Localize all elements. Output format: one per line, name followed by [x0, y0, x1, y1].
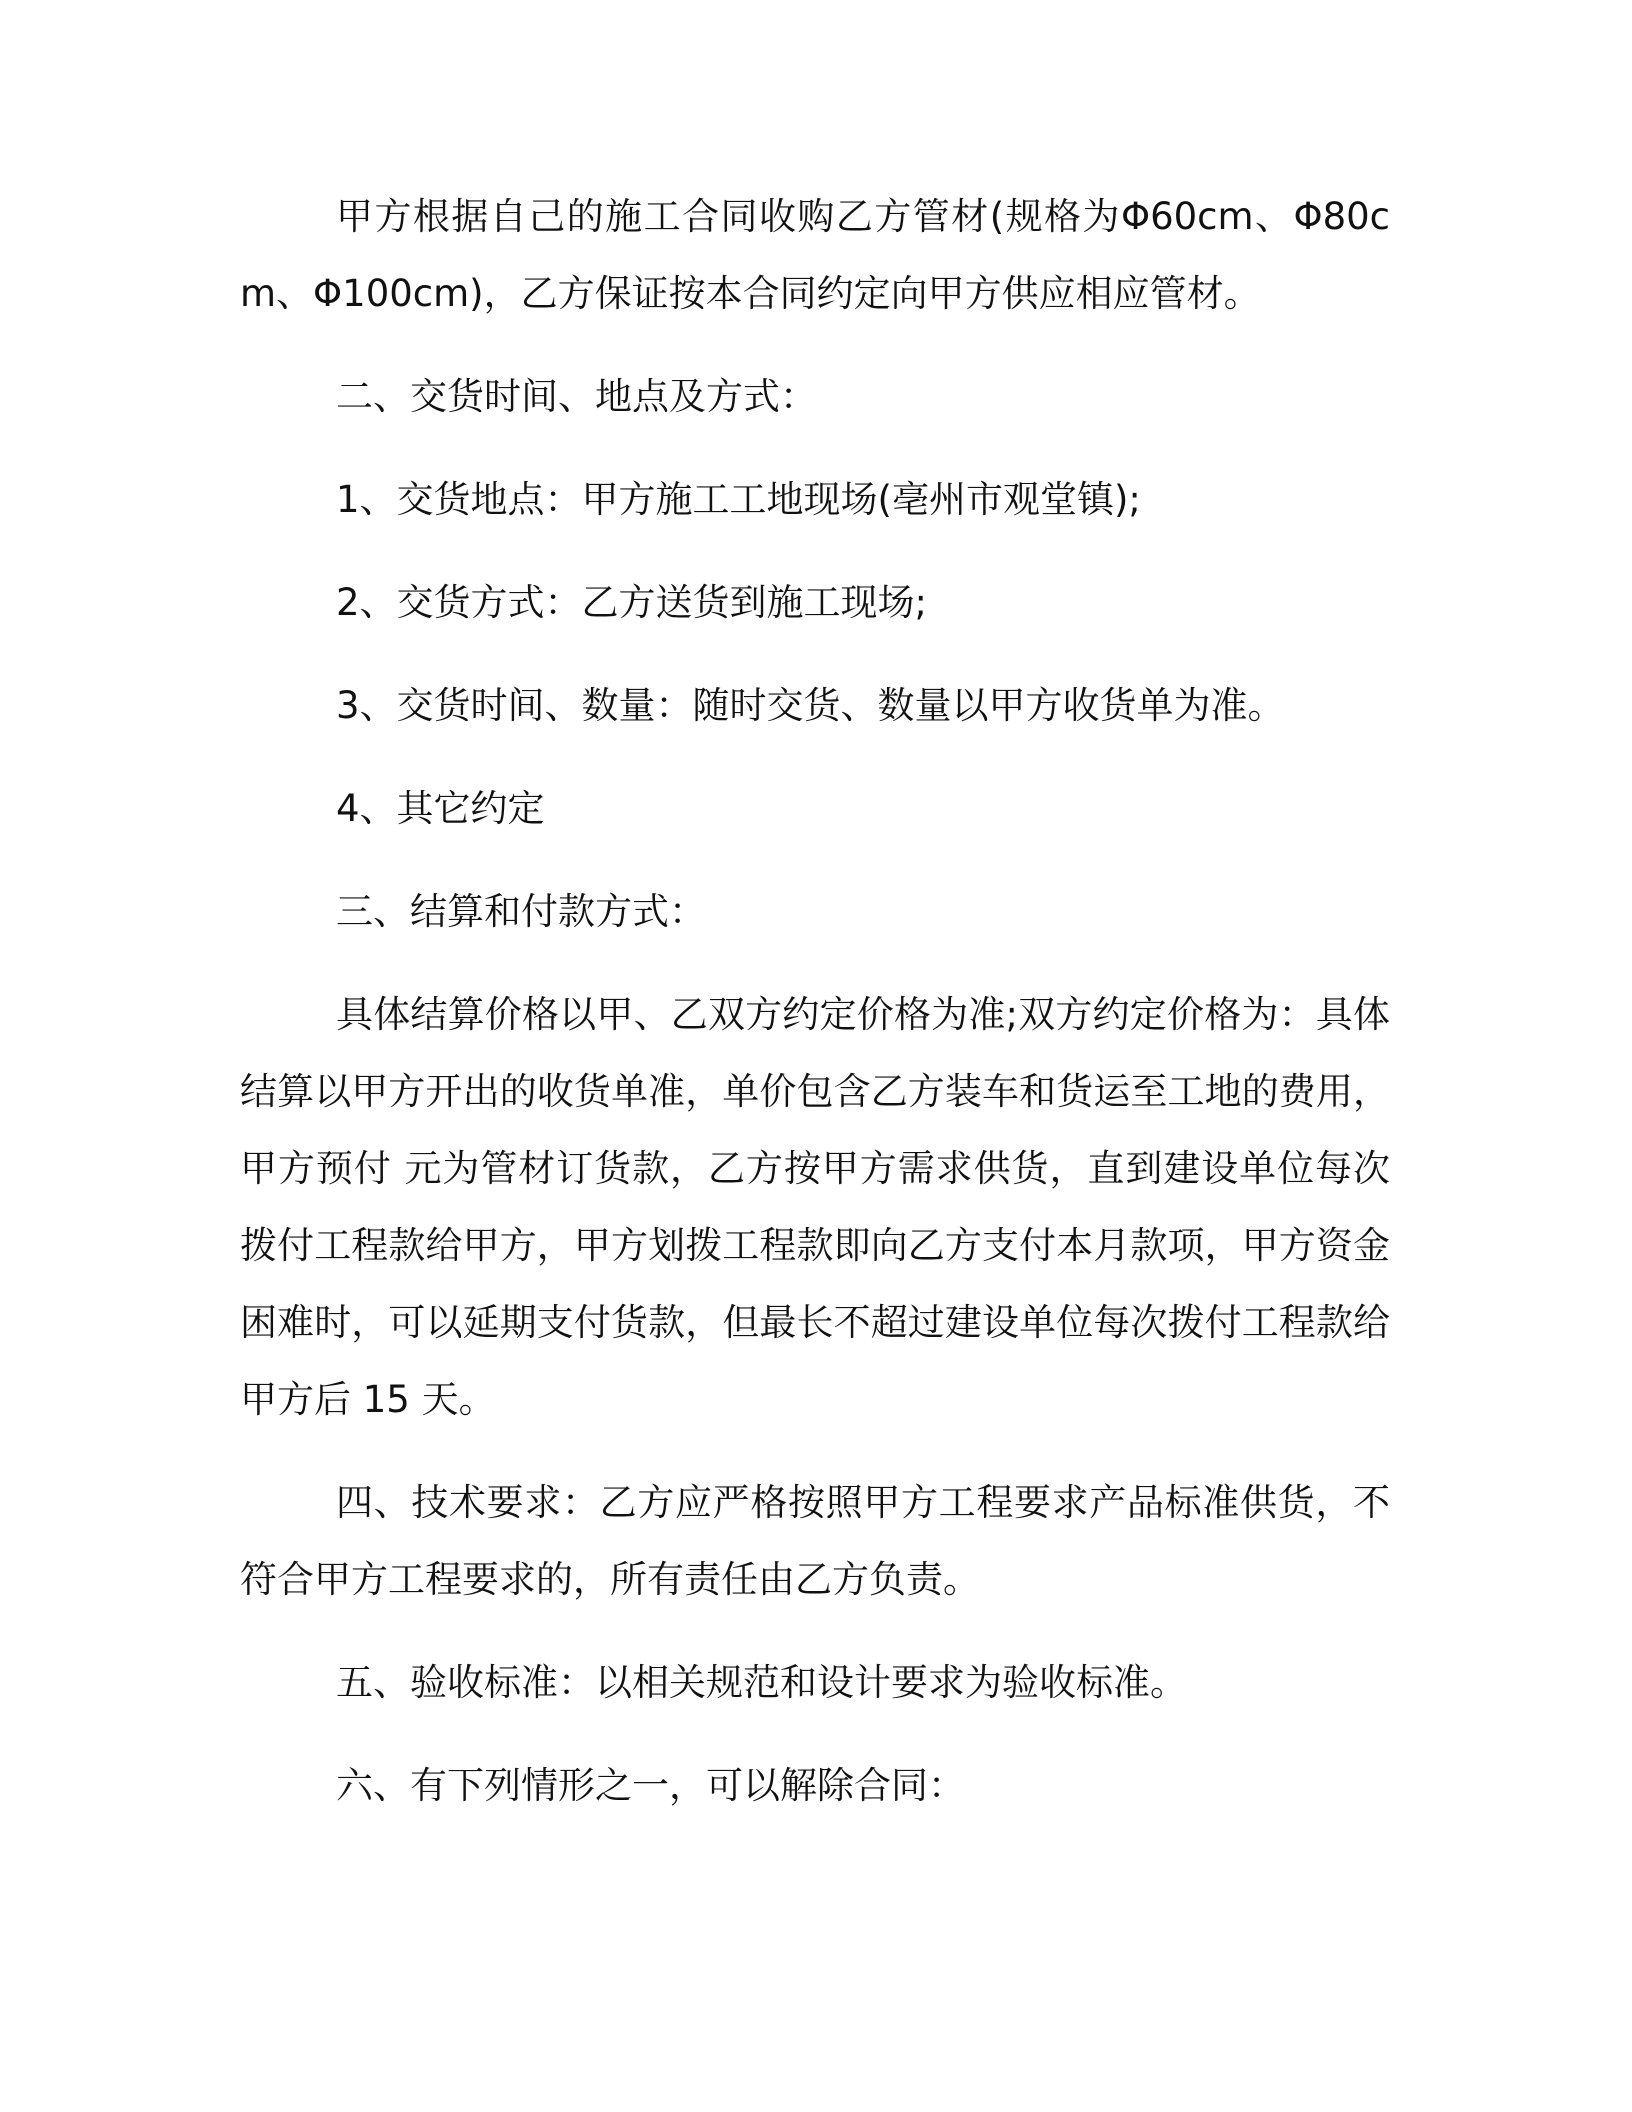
paragraph-pipe-supply: 甲方根据自己的施工合同收购乙方管材(规格为Φ60cm、Φ80cm、Φ100cm)，乙方保证按本合同约定向甲方供应相应管材。 — [240, 195, 1390, 315]
paragraph-delivery-method: 2、交货方式：乙方送货到施工现场; — [336, 581, 928, 624]
paragraph-technical-requirements: 四、技术要求：乙方应严格按照甲方工程要求产品标准供货，不符合甲方工程要求的，所有责任由乙方负责。 — [240, 1481, 1390, 1601]
heading-delivery: 二、交货时间、地点及方式： — [336, 375, 817, 418]
paragraph-delivery-time: 3、交货时间、数量：随时交货、数量以甲方收货单为准。 — [336, 684, 1285, 727]
document-body — [240, 178, 1390, 1850]
heading-termination: 六、有下列情形之一，可以解除合同： — [336, 1764, 965, 1807]
heading-settlement: 三、结算和付款方式： — [336, 890, 706, 933]
paragraph-other-terms: 4、其它约定 — [336, 787, 545, 830]
paragraph-settlement-details: 具体结算价格以甲、乙双方约定价格为准;双方约定价格为：具体结算以甲方开出的收货单准，单价包含乙方装车和货运至工地的费用，甲方预付 元为管材订货款，乙方按甲方需求供货，直到建设单位每次拨付工程款给甲方，甲方划拨工程款即向乙方支付本月款项，甲方资金困难时，可以延期支付货款，但最长不超过建设单位每次拨付工程款给甲方后 15 天。 — [240, 993, 1390, 1421]
paragraph-delivery-location: 1、交货地点：甲方施工工地现场(亳州市观堂镇); — [336, 478, 1141, 521]
paragraph-acceptance-standard: 五、验收标准：以相关规范和设计要求为验收标准。 — [336, 1661, 1187, 1704]
